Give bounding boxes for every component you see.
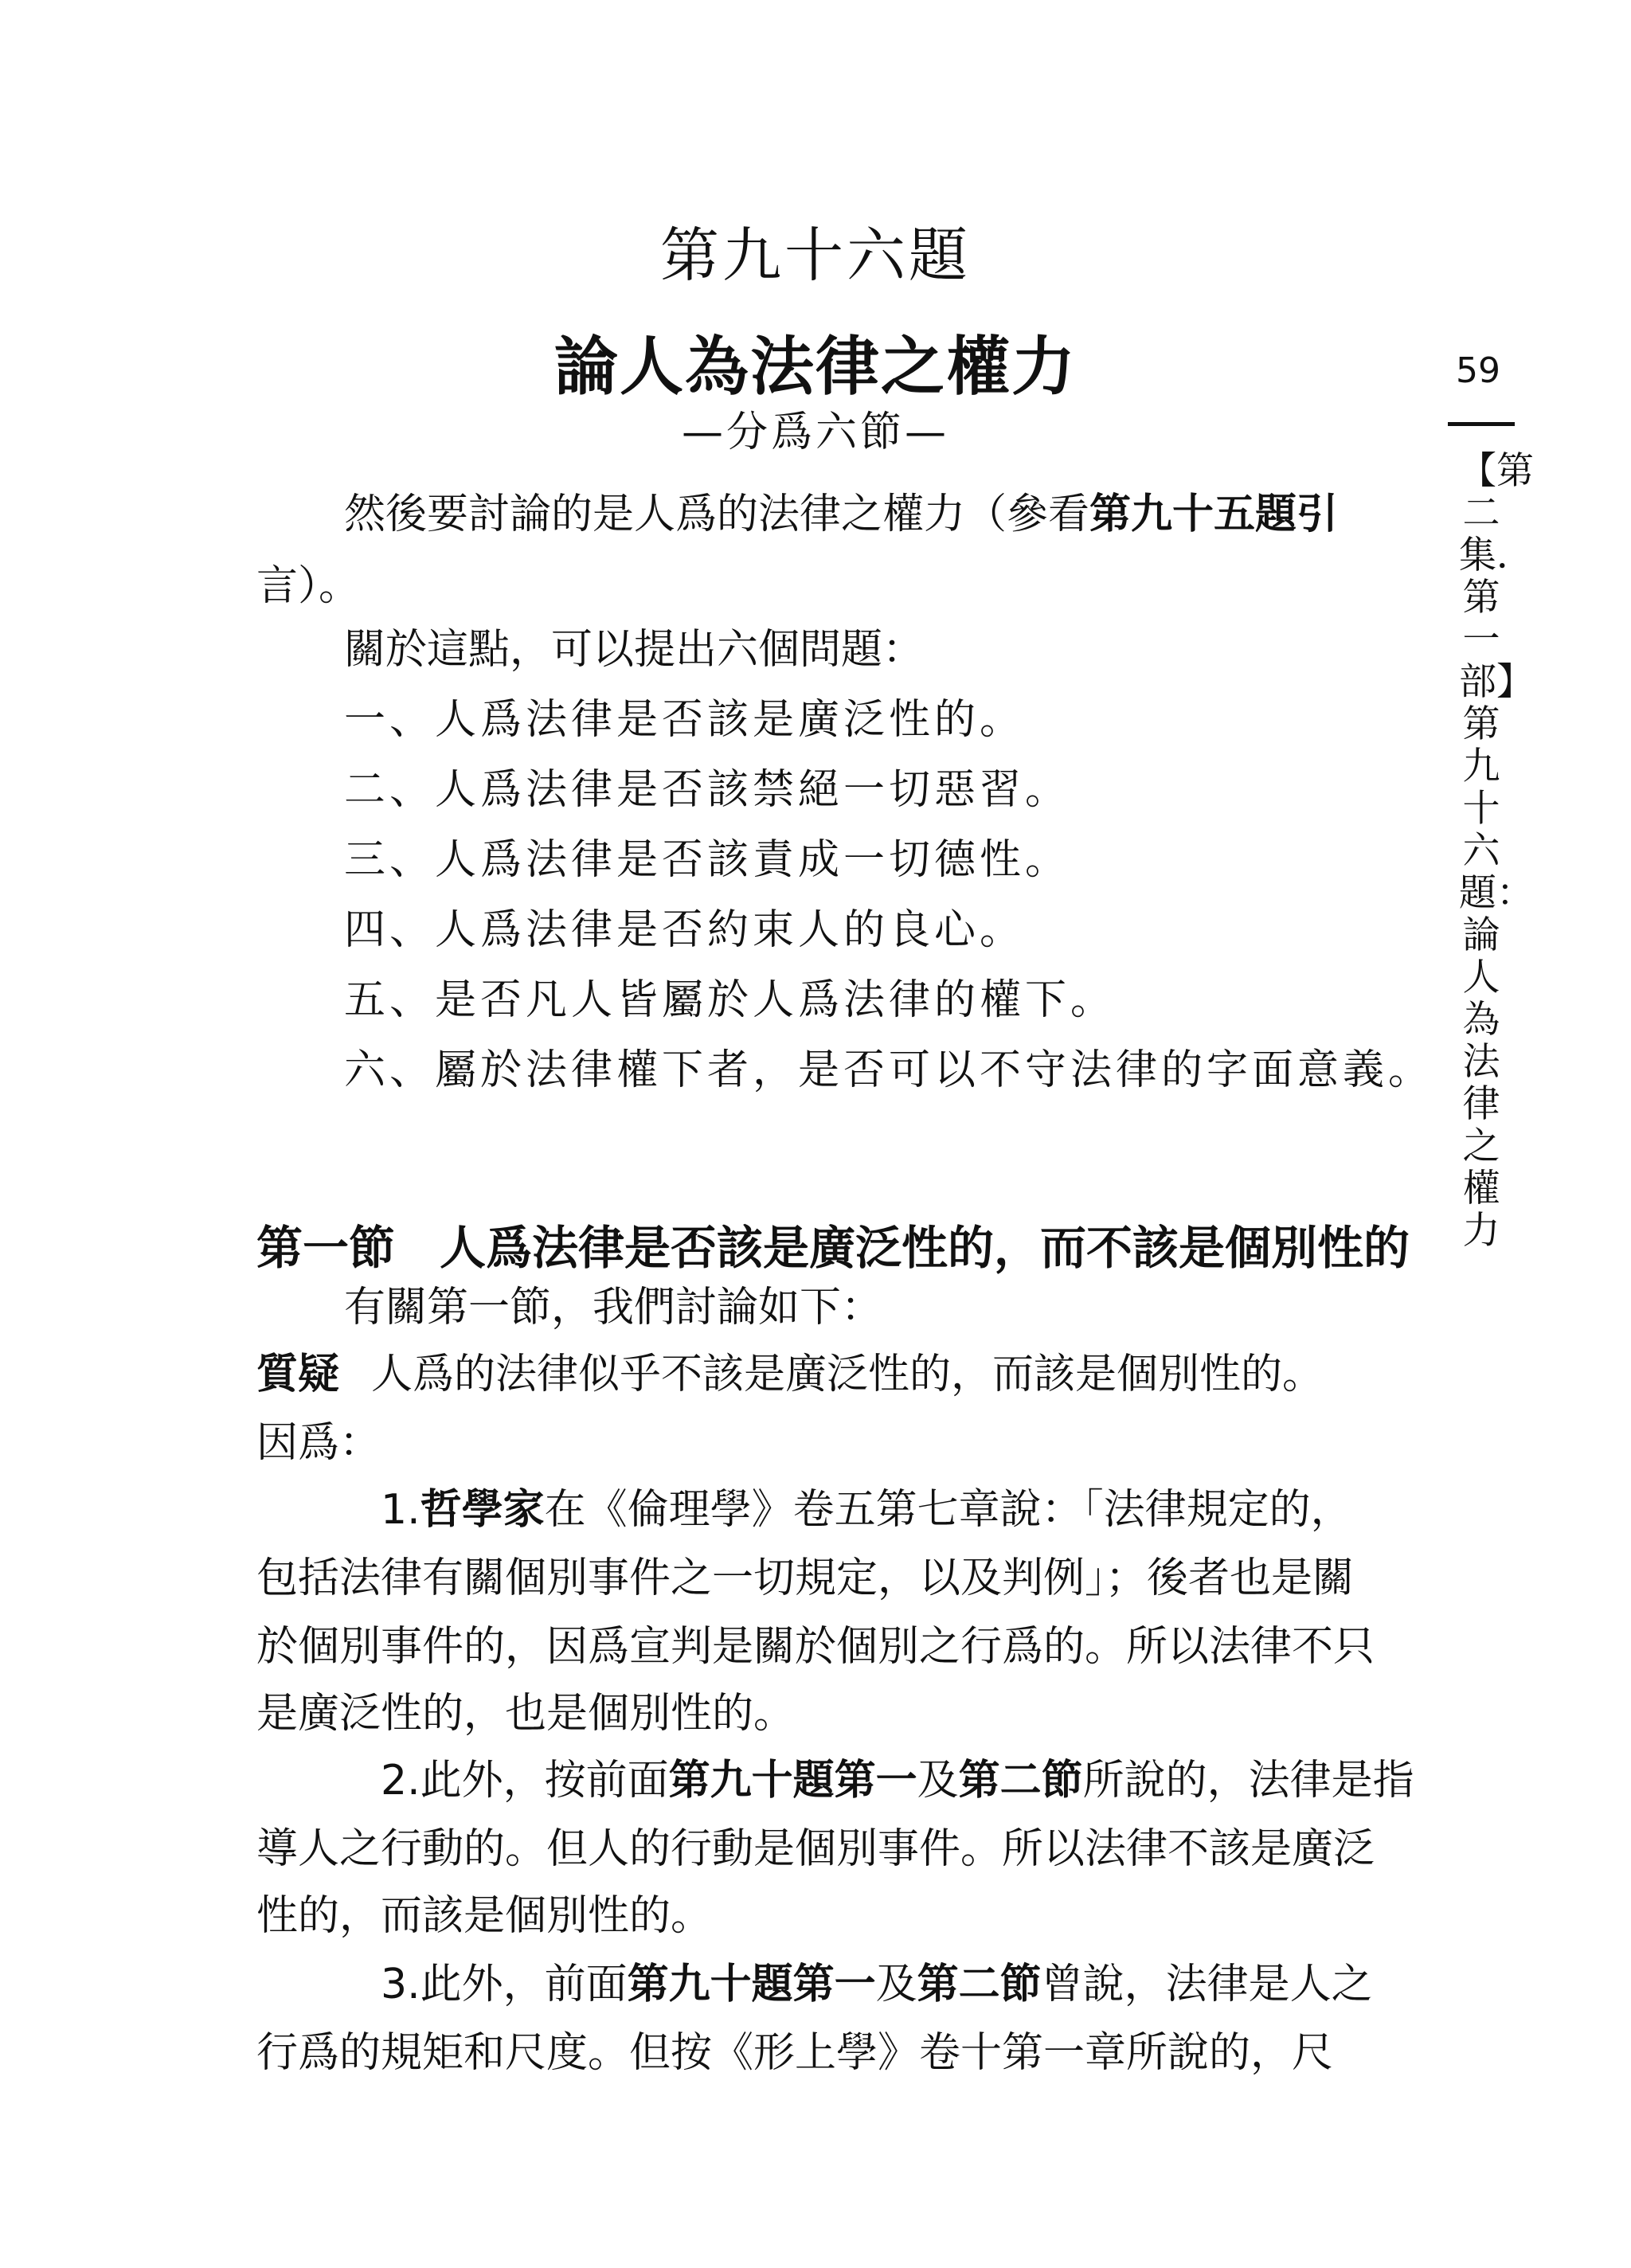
section-title: 人爲法律是否該是廣泛性的，而不該是個別性的 xyxy=(440,1221,1410,1275)
cross-reference: 第二節 xyxy=(958,1757,1083,1805)
cross-reference: 第九十題第一 xyxy=(627,1961,876,2008)
intro-text: 然後要討論的是人爲的法律之權力（參看 xyxy=(344,491,1090,538)
objection-text: 人爲的法律似乎不該是廣泛性的，而該是個別性的。 xyxy=(371,1351,1324,1398)
argument-text: 所說的，法律是指 xyxy=(1082,1757,1414,1805)
question-item: 六、屬於法律權下者，是否可以不守法律的字面意義。 xyxy=(344,1046,1434,1094)
argument-text: 曾說，法律是人之 xyxy=(1041,1961,1373,2008)
cross-reference: 第二節 xyxy=(917,1961,1042,2008)
argument-1-line-2: 包括法律有關個別事件之一切規定，以及判例」；後者也是關 xyxy=(256,1554,1355,1602)
running-header: 【第二集．第一部】第九十六題：論人為法律之權力 xyxy=(1459,449,1534,1253)
cross-reference: 第九十題第一 xyxy=(668,1757,917,1805)
question-item: 二、人爲法律是否該禁絕一切惡習。 xyxy=(344,766,1071,814)
side-divider xyxy=(1448,422,1515,426)
argument-2-line-2: 導人之行動的。但人的行動是個別事件。所以法律不該是廣泛 xyxy=(256,1825,1375,1873)
section-heading xyxy=(256,1210,1410,1277)
question-item: 一、人爲法律是否該是廣泛性的。 xyxy=(344,696,1026,744)
argument-text: 2.此外，按前面 xyxy=(381,1757,669,1805)
argument-text: 3.此外，前面 xyxy=(381,1961,628,2008)
argument-1-line-4: 是廣泛性的，也是個別性的。 xyxy=(256,1690,796,1738)
philosopher-ref: 哲學家 xyxy=(420,1486,545,1534)
objection-line xyxy=(256,1351,1403,1398)
section-label: 第一節 xyxy=(256,1221,396,1275)
argument-1-line-3: 於個別事件的，因爲宣判是關於個別之行爲的。所以法律不只 xyxy=(256,1623,1375,1671)
argument-text: 及 xyxy=(875,1961,917,2008)
argument-2-line-1 xyxy=(381,1757,1414,1805)
argument-2-line-3: 性的，而該是個別性的。 xyxy=(256,1892,713,1940)
questions-lead: 關於這點，可以提出六個問題： xyxy=(344,626,925,674)
intro-line-2: 言）。 xyxy=(256,562,361,610)
argument-3-line-1 xyxy=(381,1961,1403,2008)
section-lead: 有關第一節，我們討論如下： xyxy=(344,1284,883,1331)
question-item: 五、是否凡人皆屬於人爲法律的權下。 xyxy=(344,976,1117,1024)
argument-text: 在《倫理學》卷五第七章說：「法律規定的， xyxy=(544,1486,1352,1534)
page-number: 59 xyxy=(1456,350,1500,391)
cross-reference: 第九十五題引 xyxy=(1089,490,1339,538)
argument-1-line-1 xyxy=(381,1486,1403,1534)
argument-text: 及 xyxy=(917,1757,959,1805)
chapter-title: 第九十六題 xyxy=(660,221,971,290)
main-title: 論人為法律之權力 xyxy=(554,330,1077,404)
argument-number: 1. xyxy=(381,1486,420,1534)
intro-line-1 xyxy=(344,490,1491,538)
question-item: 四、人爲法律是否約束人的良心。 xyxy=(344,906,1026,954)
because-line: 因爲： xyxy=(256,1419,381,1467)
objection-label: 質疑 xyxy=(256,1351,340,1398)
argument-3-line-2: 行爲的規矩和尺度。但按《形上學》卷十第一章所說的，尺 xyxy=(256,2029,1334,2077)
subtitle: —分爲六節— xyxy=(681,409,949,456)
question-item: 三、人爲法律是否該責成一切德性。 xyxy=(344,836,1071,884)
